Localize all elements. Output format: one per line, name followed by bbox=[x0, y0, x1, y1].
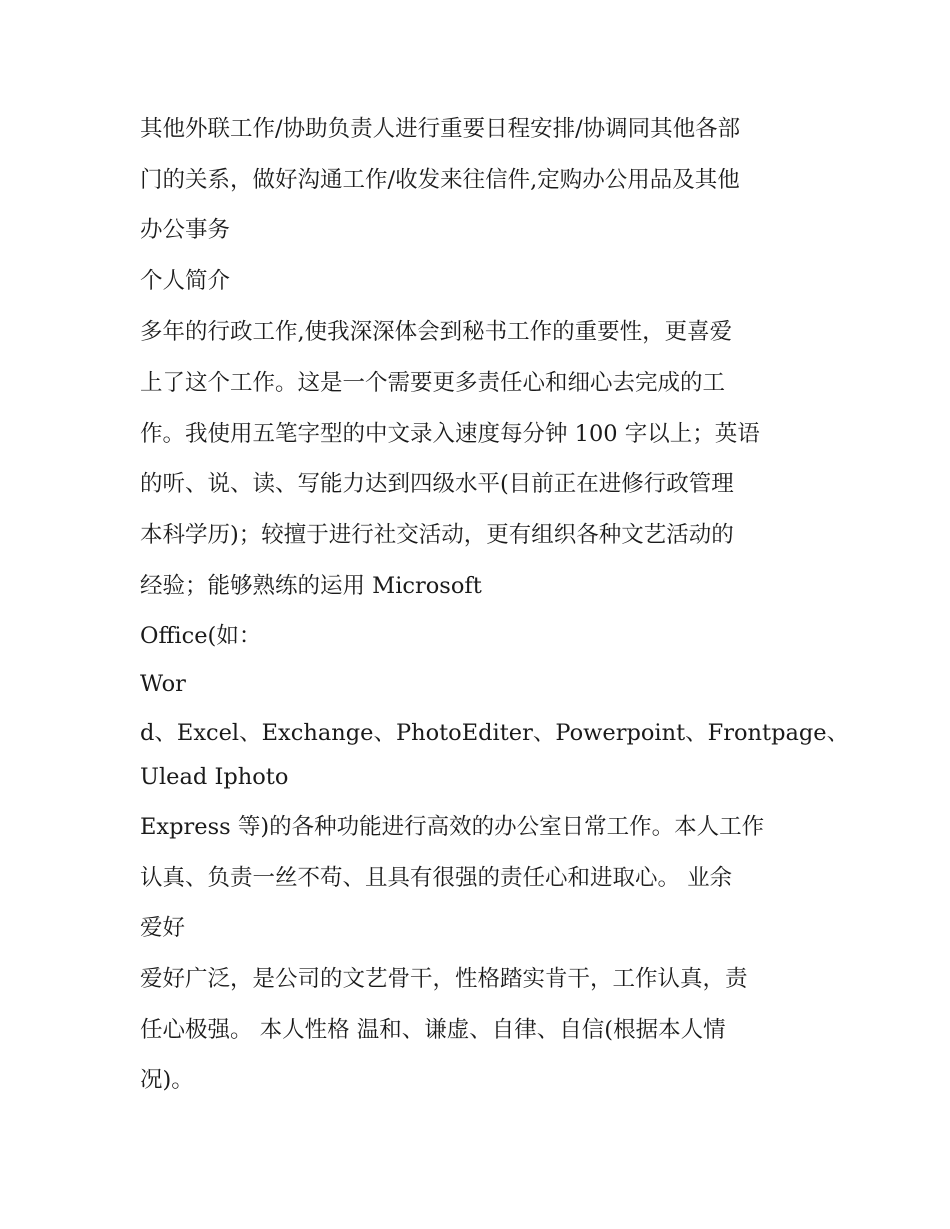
text-line: Express 等)的各种功能进行高效的办公室日常工作。本人工作 bbox=[140, 814, 765, 840]
text-line: 多年的行政工作,使我深深体会到秘书工作的重要性，更喜爱 bbox=[140, 319, 733, 345]
text-line: 作。我使用五笔字型的中文录入速度每分钟 100 字以上；英语 bbox=[140, 421, 760, 447]
text-line: 其他外联工作/协助负责人进行重要日程安排/协调同其他各部 bbox=[140, 116, 741, 142]
text-line: 的听、说、读、写能力达到四级水平(目前正在进修行政管理 bbox=[140, 471, 734, 497]
text-line: 经验；能够熟练的运用 Microsoft bbox=[140, 573, 482, 599]
section-heading-hobbies: 爱好 bbox=[140, 915, 186, 941]
text-line: 本科学历)；较擅于进行社交活动，更有组织各种文艺活动的 bbox=[140, 522, 734, 548]
text-line: 门的关系，做好沟通工作/收发来往信件,定购办公用品及其他 bbox=[140, 167, 740, 193]
text-line: Wor bbox=[140, 671, 186, 697]
text-line: 况)。 bbox=[140, 1067, 194, 1093]
section-heading-profile: 个人简介 bbox=[140, 268, 231, 294]
text-line: 任心极强。 本人性格 温和、谦虚、自律、自信(根据本人情 bbox=[140, 1017, 726, 1043]
text-line: d、Excel、Exchange、PhotoEditer、Powerpoint、Frontpage、 bbox=[140, 720, 850, 746]
text-line: 上了这个工作。这是一个需要更多责任心和细心去完成的工 bbox=[140, 370, 726, 396]
text-line: 认真、负责一丝不苟、且具有很强的责任心和进取心。 业余 bbox=[140, 865, 733, 891]
text-line: 爱好广泛，是公司的文艺骨干，性格踏实肯干，工作认真，责 bbox=[140, 966, 748, 992]
text-line: 办公事务 bbox=[140, 217, 231, 243]
text-line: Office(如： bbox=[140, 623, 262, 649]
text-line: Ulead Iphoto bbox=[140, 764, 289, 790]
